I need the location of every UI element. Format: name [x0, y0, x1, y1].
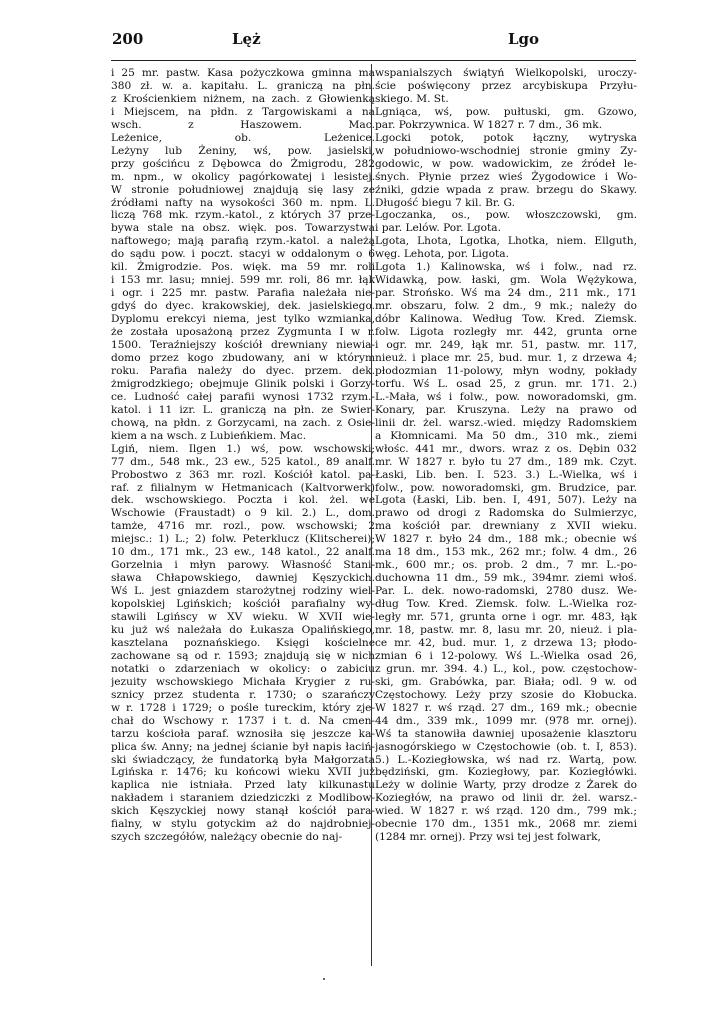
- text-line: legły mr. 571, grunta orne i ogr. mr. 483, łąk: [375, 611, 637, 624]
- text-line: nieuż. i place mr. 25, bud. mur. 1, z drzewa 4;: [375, 351, 637, 364]
- text-line: plica św. Anny; na jednej ścianie był napis łaciń-: [111, 740, 375, 753]
- text-line: Częstochowy. Leży przy szosie do Kłobucka.: [375, 688, 637, 701]
- text-line: ce mr. 42, bud. mur. 1, z drzewa 13; płodo-: [375, 636, 637, 649]
- text-line: Lgińska r. 1476; ku końcowi wieku XVII już: [111, 766, 375, 779]
- text-line: kaplica nie istniała. Przed laty kilkunastu: [111, 779, 375, 792]
- text-line: ski, gm. Grabówka, par. Biała; odl. 9 w. od: [375, 675, 637, 688]
- text-line: ma 18 dm., 153 mk., 262 mr.; folw. 4 dm., 26: [375, 546, 637, 559]
- text-line: torfu. Wś L. osad 25, z grun. mr. 171. 2.): [375, 377, 637, 390]
- text-line: Lgota, Lhota, Lgotka, Lhotka, niem. Ellguth,: [375, 235, 637, 248]
- text-line: Widawką, pow. łaski, gm. Wola Wężykowa,: [375, 274, 637, 287]
- text-line: gdyś do dyec. krakowskiej, dek. jasielskiego.: [111, 300, 375, 313]
- text-line: Koziegłów, na prawo od linii dr. żel. warsz.-: [375, 792, 637, 805]
- text-line: ski świadczący, że fundatorką była Małgorzata: [111, 753, 375, 766]
- text-line: będziński, gm. Koziegłowy, par. Koziegłówki.: [375, 766, 637, 779]
- text-line: godowic, w pow. wadowickim, ze źródeł le-: [375, 157, 637, 170]
- text-line: obecnie 170 dm., 1351 mk., 2068 mr. ziemi: [375, 818, 637, 831]
- text-line: roku. Parafia należy do dyec. przem. dek.: [111, 364, 375, 377]
- text-line: 10 dm., 171 mk., 23 ew., 148 katol., 22 analf.: [111, 546, 375, 559]
- text-line: chał do Wschowy r. 1737 i t. d. Na cmen-: [111, 714, 375, 727]
- text-line: nakładem i staraniem dziedziczki z Modlibow-: [111, 792, 375, 805]
- left-text-column: [111, 67, 375, 967]
- text-line: i 25 mr. pastw. Kasa pożyczkowa gminna ma: [111, 67, 375, 79]
- text-line: mr. 18, pastw. mr. 8, lasu mr. 20, nieuż. i pla-: [375, 623, 637, 636]
- text-line: folw., pow. noworadomski, gm. Brudzice, par.: [375, 481, 637, 494]
- text-line: Długość biegu 7 kil. Br. G.: [375, 196, 515, 209]
- text-line: w r. 1728 i 1729; o pośle tureckim, który zje-: [111, 701, 375, 714]
- text-line: Par. L. dek. nowo-radomski, 2780 dusz. We-: [375, 585, 637, 598]
- text-line: zachowane są od r. 1593; znajdują się w nich: [111, 649, 375, 662]
- text-line: folw. Ligota rozległy mr. 442, grunta orne: [375, 326, 637, 339]
- text-line: Lgoczanka, os., pow. włoszczowski, gm.: [375, 209, 637, 222]
- text-line: naftowego; mają parafią rzym.-katol. a należą: [111, 235, 375, 248]
- text-line: miejsc.: 1) L.; 2) folw. Peterklucz (Klitscherei);: [111, 533, 375, 546]
- text-line: Wschowie (Fraustadt) o 9 kil. 2.) L., dom.: [111, 507, 375, 520]
- text-line: Leżyny lub Żeniny, wś, pow. jasielski,: [111, 144, 375, 157]
- text-line: zmian 6 i 12-polowy. Wś L.-Wielka osad 26,: [375, 649, 637, 662]
- text-line: szych szczegółów, należący obecnie do naj-: [111, 831, 343, 844]
- text-line: Lgocki potok, potok łączny, wytryska: [375, 131, 637, 144]
- text-line: jezuity wschowskiego Michała Krygier z ru-: [111, 675, 375, 688]
- text-line: ku już wś należała do Łukasza Opalińskiego,: [111, 623, 375, 636]
- text-line: ce. Ludność całej parafii wynosi 1732 rzym.-: [111, 390, 375, 403]
- text-line: (1284 mr. ornej). Przy wsi tej jest folwark,: [375, 831, 601, 844]
- page-number: 200: [112, 30, 144, 48]
- text-line: dóbr Kalinowa. Według Tow. Kred. Ziemsk.: [375, 313, 637, 326]
- text-line: par. Strońsko. Wś ma 24 dm., 211 mk., 171: [375, 287, 637, 300]
- text-line: źniki, gdzie wpada z praw. brzegu do Skawy.: [375, 183, 637, 196]
- text-line: skiego. M. St.: [375, 92, 449, 105]
- text-line: wsch. z Haszowem. Mac.: [111, 118, 375, 131]
- text-line: wied. W 1827 r. wś rząd. 120 dm., 799 mk.;: [375, 805, 637, 818]
- text-line: Wś L. jest gniazdem starożytnej rodziny wiel-: [111, 585, 375, 598]
- right-text-column: [375, 67, 637, 967]
- text-line: stawili Lgińscy w XV wieku. W XVII wie-: [111, 611, 375, 624]
- text-line: żmigrodzkiego; obejmuje Glinik polski i Gorzy-: [111, 377, 375, 390]
- text-line: 5.) L.-Koziegłowska, wś nad rz. Wartą, pow.: [375, 753, 637, 766]
- text-line: i 153 mr. lasu; mniej. 599 mr. roli, 86 mr. łąk: [111, 274, 375, 287]
- right-running-head: Lgo: [508, 30, 540, 48]
- text-line: 1500. Teraźniejszy kościół drewniany niewia-: [111, 339, 375, 352]
- text-line: W stronie południowej znajdują się lasy ze: [111, 183, 375, 196]
- running-header: [0, 30, 720, 54]
- text-line: Lgiń, niem. Ilgen 1.) wś, pow. wschowski;: [111, 442, 375, 455]
- text-line: Leży w dolinie Warty, przy drodze z Żarek do: [375, 779, 637, 792]
- text-line: wspanialszych świątyń Wielkopolski, uroczy-: [375, 67, 637, 79]
- text-line: Konary, par. Kruszyna. Leży na prawo od: [375, 403, 637, 416]
- text-line: ście poświęcony przez arcybiskupa Przyłu-: [375, 79, 637, 92]
- text-line: raf. z filialnym w Hetmanicach (Kaltvorwerk): [111, 481, 375, 494]
- text-line: katol. i 11 izr. L. graniczą na płn. ze Swier-: [111, 403, 375, 416]
- text-line: tamże, 4716 mr. rozl., pow. wschowski; 2: [111, 520, 375, 533]
- left-running-head: Lęż: [232, 30, 261, 48]
- text-line: źródłami nafty na wysokości 360 m. npm. L.: [111, 196, 375, 209]
- text-line: Probostwo z 363 mr. rozl. Kościół katol. pa-: [111, 468, 375, 481]
- text-line: i Miejscem, na płdn. z Targowiskami a na: [111, 105, 375, 118]
- text-line: i ogr. i 225 mr. pastw. Parafia należała nie-: [111, 287, 375, 300]
- text-line: liczą 768 mk. rzym.-katol., z których 37 prze-: [111, 209, 375, 222]
- text-line: linii dr. żel. warsz.-wied. między Radomskiem: [375, 416, 637, 429]
- text-line: mk., 600 mr.; os. prob. 2 dm., 7 mr. L.-po-: [375, 559, 637, 572]
- text-line: 44 dm., 339 mk., 1099 mr. (978 mr. ornej).: [375, 714, 637, 727]
- text-line: skich Kęszyckiej nowy stanął kościół para-: [111, 805, 375, 818]
- text-line: Lgota (Łaski, Lib. ben. I, 491, 507). Leży na: [375, 494, 637, 507]
- text-line: W 1827 r. było 24 dm., 188 mk.; obecnie wś: [375, 533, 637, 546]
- text-line: dek. wschowskiego. Poczta i kol. żel. we: [111, 494, 375, 507]
- header-rule: [111, 60, 636, 61]
- text-line: par. Pokrzywnica. W 1827 r. 7 dm., 36 mk.: [375, 118, 603, 131]
- text-line: kiem a na wsch. z Lubieńkiem. Mac.: [111, 429, 307, 442]
- column-separator: [371, 64, 372, 966]
- text-line: węg. Lehota, por. Ligota.: [375, 248, 509, 261]
- text-line: z Krościenkiem niżnem, na zach. z Głowienką: [111, 92, 375, 105]
- text-line: a Kłomnicami. Ma 50 dm., 310 mk., ziemi: [375, 429, 637, 442]
- text-line: sława Chłapowskiego, dawniej Kęszyckich.: [111, 572, 375, 585]
- text-line: bywa stale na obsz. więk. pos. Towarzystwa: [111, 222, 375, 235]
- text-line: Wś ta stanowiła dawniej uposażenie klasztoru: [375, 727, 637, 740]
- text-line: że została uposażoną przez Zygmunta I w r.: [111, 326, 375, 339]
- text-line: fialny, w stylu gotyckim aż do najdrobniej-: [111, 818, 375, 831]
- text-line: przy gościńcu z Dębowca do Żmigrodu, 282: [111, 157, 375, 170]
- text-line: śnych. Płynie przez wieś Żygodowice i Wo-: [375, 170, 637, 183]
- text-line: tarzu kościoła paraf. wznosiła się jeszcze ka-: [111, 727, 375, 740]
- text-line: Leżenice, ob. Leżenice.: [111, 131, 375, 144]
- text-line: W 1827 r. wś rząd. 27 dm., 169 mk.; obecnie: [375, 701, 637, 714]
- text-line: domo przez kogo zbudowany, ani w którym: [111, 351, 375, 364]
- text-line: ma kościół par. drewniany z XVII wieku.: [375, 520, 637, 533]
- text-line: dług Tow. Kred. Ziemsk. folw. L.-Wielka roz-: [375, 598, 637, 611]
- text-line: 77 dm., 548 mk., 23 ew., 525 katol., 89 analf.: [111, 455, 375, 468]
- text-line: chową, na płdn. z Gorzycami, na zach. z Osie-: [111, 416, 375, 429]
- text-line: notatki o zdarzeniach w okolicy: o zabiciu: [111, 662, 375, 675]
- text-line: kopolskiej Lgińskich; kościół parafialny wy-: [111, 598, 375, 611]
- text-line: sznicy przez studenta r. 1730; o szarańczy: [111, 688, 375, 701]
- text-line: płodozmian 11-polowy, młyn wodny, pokłady: [375, 364, 637, 377]
- text-line: Lgota 1.) Kalinowska, wś i folw., nad rz.: [375, 261, 637, 274]
- text-line: mr. obszaru, folw. 2 dm., 9 mk.; należy do: [375, 300, 637, 313]
- text-line: i par. Lelów. Por. Lgota.: [375, 222, 501, 235]
- ink-speck: [323, 978, 325, 980]
- text-line: mr. W 1827 r. było tu 27 dm., 189 mk. Czyt.: [375, 455, 637, 468]
- text-line: duchowna 11 dm., 59 mk., 394mr. ziemi włoś.: [375, 572, 637, 585]
- text-line: włośc. 441 mr., dwors. wraz z os. Dębin 032: [375, 442, 637, 455]
- text-line: jasnogórskiego w Częstochowie (ob. t. I, 853).: [375, 740, 637, 753]
- text-line: Dyplomu erekcyi niema, jest tylko wzmianka,: [111, 313, 375, 326]
- text-line: w południowo-wschodniej stronie gminy Zy-: [375, 144, 637, 157]
- text-line: i ogr. mr. 249, łąk mr. 51, pastw. mr. 117,: [375, 339, 637, 352]
- text-line: Lgniąca, wś, pow. pułtuski, gm. Gzowo,: [375, 105, 637, 118]
- text-line: kil. Żmigrodzie. Pos. więk. ma 59 mr. roli: [111, 261, 375, 274]
- text-line: kasztelana poznańskiego. Księgi kościelne: [111, 636, 375, 649]
- text-line: z grun. mr. 394. 4.) L., kol., pow. częstochow-: [375, 662, 637, 675]
- text-line: prawo od drogi z Radomska do Sulmierzyc,: [375, 507, 637, 520]
- text-line: Łaski, Lib. ben. I. 523. 3.) L.-Wielka, wś i: [375, 468, 637, 481]
- text-line: m. npm., w okolicy pagórkowatej i lesistej.: [111, 170, 375, 183]
- text-line: Gorzelnia i młyn parowy. Własność Stani-: [111, 559, 375, 572]
- text-line: do sądu pow. i poczt. stacyi w oddalonym o 6: [111, 248, 375, 261]
- text-line: L.-Mała, wś i folw., pow. noworadomski, gm.: [375, 390, 637, 403]
- text-line: 380 zł. w. a. kapitału. L. graniczą na płn.: [111, 79, 375, 92]
